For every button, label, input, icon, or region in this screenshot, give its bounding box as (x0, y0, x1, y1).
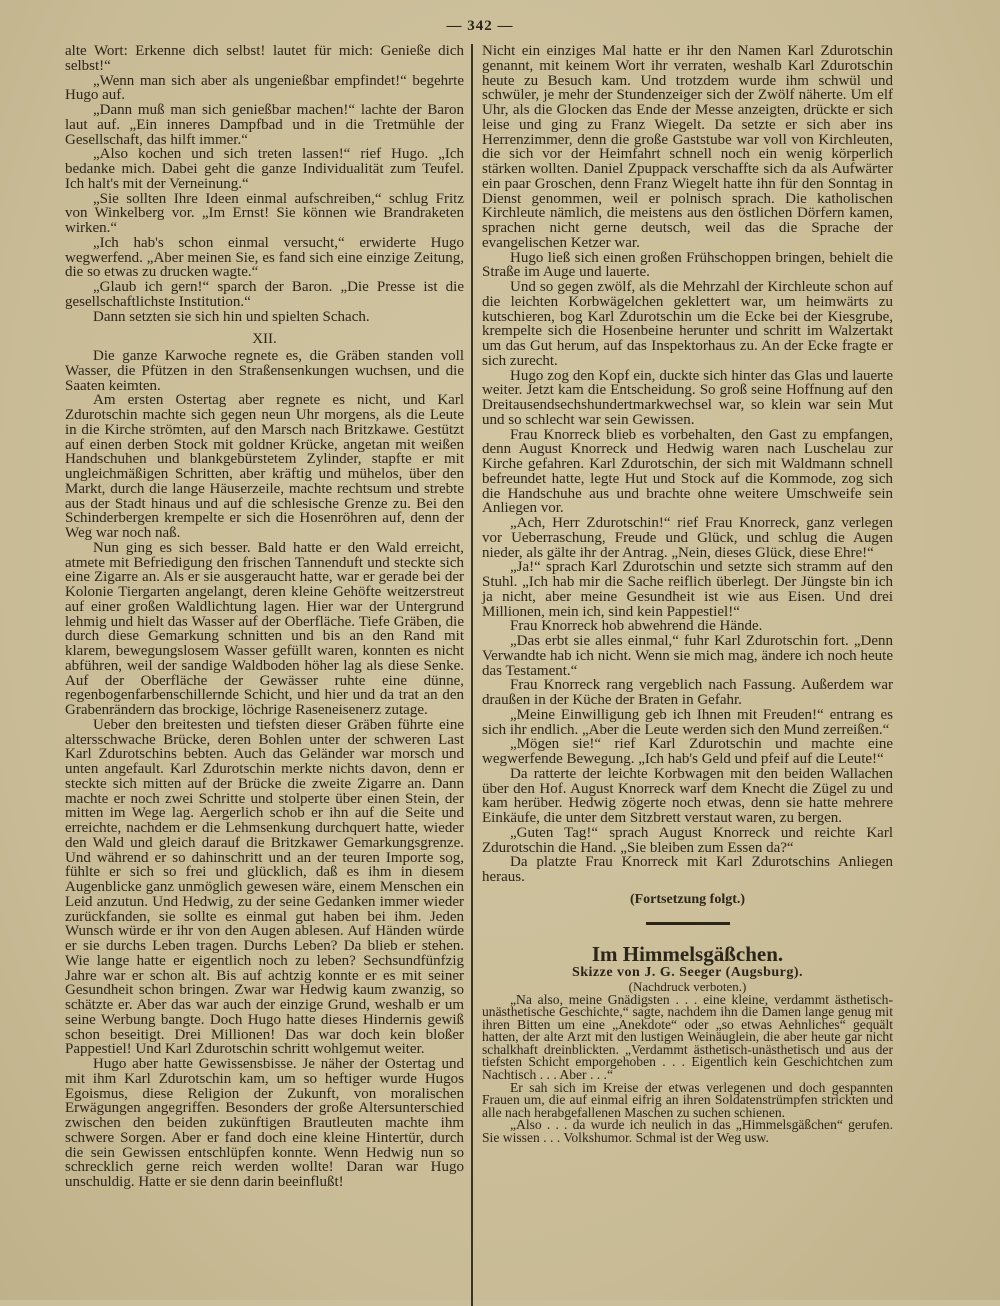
paragraph: Hugo aber hatte Gewissensbisse. Je näher der Ostertag und mit ihm Karl Zdurotschin kam, um so heftiger wurde Hugos Egoismus, diese Religion der Zukunft, von moralischen Erwägungen angegriffen. Besonders der große Altersunterschied zwischen den beiden zukünftigen Brautleuten machte ihm schwere Sorgen. Aber er fand doch eine kleine Hintertür, durch die sein Gewissen entschlüpfen konnte. Wenn Hedwig nun so schrecklich gerne reich werden wollte! Daran war Hugo unschuldig. Hatte er sie denn darin beeinflußt! (65, 1056, 464, 1190)
paragraph: „Sie sollten Ihre Ideen einmal aufschreiben,“ schlug Fritz von Winkelberg vor. „Im Ernst! Sie können wie Brandraketen wirken.“ (65, 190, 464, 236)
paragraph: „Guten Tag!“ sprach August Knorreck und reichte Karl Zdurotschin die Hand. „Sie bleiben zum Essen da?“ (482, 824, 893, 856)
paragraph: Hugo zog den Kopf ein, duckte sich hinter das Glas und lauerte weiter. Jetzt kam die Entscheidung. So groß seine Hoffnung auf den Dreitausendsechshundertmarkwechsel war, so klein war sein Mut und so schlecht war sein Gewissen. (482, 367, 893, 428)
paragraph: „Ach, Herr Zdurotschin!“ rief Frau Knorreck, ganz verlegen vor Ueberraschung, Freude und Glück, und schlug die Augen nieder, als gälte ihr der Antrag. „Nein, dieses Glück, diese Ehre!“ (482, 515, 893, 561)
page-number: — 342 — (446, 18, 514, 34)
story-author: Skizze von J. G. Seeger (Augsburg). (571, 964, 804, 980)
paragraph: Ueber den breitesten und tiefsten dieser Gräben führte eine altersschwache Brücke, deren Bohlen unter der schweren Last Karl Zdurotschins bebten. Auch das Geländer war morsch und unten angefault. Karl Zdurotschin merkte nichts davon, denn er steckte sich mitten auf der Brücke die zweite Zigarre an. Dann machte er noch zwei Schritte und stolperte über einen Stein, der mitten im Wege lag. Aergerlich schob er ihn auf die Seite und erreichte, nachdem er die Lehmsenkung durchquert hatte, wieder den Wald und gleich darauf die Britzkawer Gemarkungsgrenze. Und während er so dahinschritt und an der teuren Importe sog, fühlte er sich so frei und glücklich, daß es ihm in diesem Augenblicke ganz unmöglich gewesen wäre, einem Menschen ein Leid anzutun. Und Hedwig, zu der seine Gedanken immer wieder zurückfanden, sie sollte es einmal gut haben bei ihm. Jeden Wunsch würde er ihr von den Augen ablesen. Auf Händen würde er sie durchs Leben tragen. Durchs Leben? Da blieb er stehen. Wie lange hatte er eigentlich noch zu leben? Sechsundfünfzig Jahre war er schon alt. Bis auf achtzig konnte er es mit seiner Gesundheit schon bringen. Zwar war Hedwig kaum zwanzig, so schätzte er. Aber das war auch der einzige Grund, weshalb er um seine Werbung bangte. Doch Hugo hatte dieses Hindernis gewiß schon beseitigt. Drei Millionen! Das war doch kein bloßer Pappestiel! Und Karl Zdurotschin schritt wohlgemut weiter. (65, 716, 464, 1058)
section-rule (646, 922, 730, 925)
left-column (65, 44, 464, 1190)
paragraph: „Dann muß man sich genießbar machen!“ lachte der Baron laut auf. „Ein inneres Dampfbad und in die Tretmühle der Gesellschaft, das hilft immer.“ (65, 102, 464, 148)
column-divider (471, 44, 473, 1306)
paragraph: alte Wort: Erkenne dich selbst! lautet für mich: Genieße dich selbst!“ (65, 43, 464, 74)
paragraph: „Ja!“ sprach Karl Zdurotschin und setzte sich stramm auf den Stuhl. „Ich hab mir die Sache reiflich überlegt. Der Jüngste bin ich ja nicht, aber meine Gesundheit ist wie aus Eisen. Und drei Millionen, mein ich, sind kein Pappestiel!“ (482, 559, 893, 620)
paragraph: „Na also, meine Gnädigsten . . . eine kleine, verdammt ästhetisch-unästhetische Geschichte,“ sagte, nachdem ihn die Damen lange genug mit ihren Bitten um eine „Anekdote“ oder „so etwas Aehnliches“ gequält hatten, der alte Arzt mit den lustigen Weinäuglein, die aber heute gar nicht schalkhaft dreinblickten. „Verdammt ästhetisch-unästhetisch und aus der tiefsten Schicht emporgehoben . . . Eigentlich kein Geschichtchen zum Nachtisch . . . Aber . . .“ (482, 991, 893, 1083)
paragraph: „Also kochen und sich treten lassen!“ rief Hugo. „Ich bedanke mich. Dabei geht die ganze Individualität zum Teufel. Ich halt's mit der Verneinung.“ (65, 146, 464, 192)
story-section (482, 943, 893, 1145)
paragraph: Frau Knorreck rang vergeblich nach Fassung. Außerdem war draußen in der Küche der Braten in Gefahr. (482, 677, 893, 708)
story-title: Im Himmelsgäßchen. (591, 941, 784, 966)
paragraph: Da ratterte der leichte Korbwagen mit den beiden Wallachen über den Hof. August Knorreck warf dem Knecht die Zügel zu und kam herüber. Hedwig zögerte noch etwas, denn sie hatte mehrere Einkäufe, die unter dem Sitzbrett verstaut waren, zu bergen. (482, 765, 893, 826)
paragraph: Dann setzten sie sich hin und spielten Schach. (93, 308, 370, 325)
paragraph: „Meine Einwilligung geb ich Ihnen mit Freuden!“ entrang es sich ihr endlich. „Aber die Leute werden sich den Mund zerreißen.“ (482, 706, 893, 738)
paragraph: Die ganze Karwoche regnete es, die Gräben standen voll Wasser, die Pfützen in den Straßensenkungen wuchsen, und die Saaten keimten. (65, 348, 464, 394)
paragraph: „Glaub ich gern!“ sparch der Baron. „Die Presse ist die gesellschaftlichste Institution.“ (65, 279, 464, 310)
paragraph: Frau Knorreck blieb es vorbehalten, den Gast zu empfangen, denn August Knorreck und Hedwig waren nach Luschelau zur Kirche gefahren. Karl Zdurotschin, der sich mit Waldmann schnell befreundet hatte, legte Hut und Stock auf die Kommode, zog sich die Handschuhe aus und brachte ohne weitere Umschweife sein Anliegen vor. (482, 426, 893, 517)
paragraph: Er sah sich im Kreise der etwas verlegenen und doch gespannten Frauen um, die auf einmal eifrig an ihren Soldatenstrümpfen strickten und alle nach herabgefallenen Maschen zu suchen schienen. (482, 1079, 893, 1120)
paragraph: Hugo ließ sich einen großen Frühschoppen bringen, behielt die Straße im Auge und lauerte. (482, 249, 893, 281)
paragraph: Nun ging es sich besser. Bald hatte er den Wald erreicht, atmete mit Befriedigung den frischen Tannenduft und steckte sich eine Zigarre an. Als er sie ausgeraucht hatte, war er gerade bei der Kolonie Tiergarten angelangt, deren kleine Gehöfte weitzerstreut auf einer großen Waldlichtung lagen. Hier war der Untergrund lehmig und hielt das Wasser auf der Oberfläche. Tiefe Gräben, die durch diese Gemarkung schnitten und bis an den Rand mit klarem, bewegungslosem Wasser gefüllt waren, konnten es nicht abführen, weil der sandige Waldboden höher lag als diese Senke. Auf der Oberfläche der Gewässer ruhte eine dünne, regenbogenfarbenschillernde Schicht, und hier und da trat an den Grabenrändern das brockige, löchrige Raseneisenerz zutage. (65, 539, 464, 718)
continuation-note: (Fortsetzung folgt.) (629, 891, 746, 907)
paragraph: Nicht ein einziges Mal hatte er ihr den Namen Karl Zdurotschin genannt, mit keinem Wort ihr verraten, weshalb Karl Zdurotschin heute zu Besuch kam. Und trotzdem wurde ihm schwül und schwüler, je mehr der Stundenzeiger sich der Zwölf näherte. Um elf Uhr, als die Glocken das Ende der Messe anzeigten, drückte er sich leise und ging zu Franz Wiegelt. Da setzte er sich aber ins Herrenzimmer, denn die große Gaststube war voll von Kirchleuten, die sich vor der Heimfahrt schnell noch ein wenig körperlich stärken wollten. Daniel Zpuppack verschaffte sich da als Aufwärter ein paar Groschen, denn Franz Wiegelt hatte ihn für den Sonntag in Dienst genommen, weil er polnisch sprach. Die katholischen Kirchleute nämlich, die meistens aus den östlichen Dörfern kamen, sprachen nicht gerne deutsch, weil das die Sprache der evangelischen Ketzer war. (482, 43, 893, 251)
right-column (482, 44, 893, 1145)
paragraph: „Mögen sie!“ rief Karl Zdurotschin und machte eine wegwerfende Bewegung. „Ich hab's Geld und pfeif auf die Leute!“ (482, 736, 893, 767)
paragraph: „Ich hab's schon einmal versucht,“ erwiderte Hugo wegwerfend. „Aber meinen Sie, es fand sich eine einzige Zeitung, die so etwas zu drucken wagte.“ (65, 234, 464, 281)
paragraph: Am ersten Ostertag aber regnete es nicht, und Karl Zdurotschin machte sich gegen neun Uhr morgens, als die Leute in die Kirche strömten, auf den Marsch nach Britzkawe. Gestützt auf einen derben Stock mit goldner Krücke, angetan mit weißen Handschuhen und blankgebürstetem Zylinder, stapfte er mit ungleichmäßigen Schritten, aber kräftig und mühelos, über den Markt, durch die lange Häuserzeile, machte rechtsum und strebte aus der Stadt hinaus und auf die schlesische Grenze zu. Bei den Schinderbergen krempelte er sich die Hosenröhren auf, denn der Weg war noch naß. (65, 392, 464, 541)
reprint-note: (Nachdruck verboten.) (628, 978, 747, 994)
paragraph: „Also . . . da wurde ich neulich in das „Himmelsgäßchen“ gerufen. Sie wissen . . . Volkshumor. Schmal ist der Weg usw. (482, 1117, 893, 1146)
paragraph: „Wenn man sich aber als ungenießbar empfindet!“ begehrte Hugo auf. (65, 72, 464, 104)
paragraph: Und so gegen zwölf, als die Mehrzahl der Kirchleute schon auf die leichten Korbwägelchen geklettert war, um heimwärts zu kutschieren, bog Karl Zdurotschin um die Ecke bei der Kiesgrube, krempelte sich die Hosenbeine herunter und schritt im Walzertakt um das Gut herum, auf das Inspektorhaus zu. An der Ecke fragte er sich zurecht. (482, 279, 893, 369)
chapter-number: XII. (252, 331, 277, 348)
paragraph: „Das erbt sie alles einmal,“ fuhr Karl Zdurotschin fort. „Denn Verwandte hab ich nicht. Wenn sie mich mag, ändere ich noch heute das Testament.“ (482, 633, 893, 679)
paragraph: Da platzte Frau Knorreck mit Karl Zdurotschins Anliegen heraus. (482, 854, 893, 885)
paragraph: Frau Knorreck hob abwehrend die Hände. (510, 618, 763, 635)
